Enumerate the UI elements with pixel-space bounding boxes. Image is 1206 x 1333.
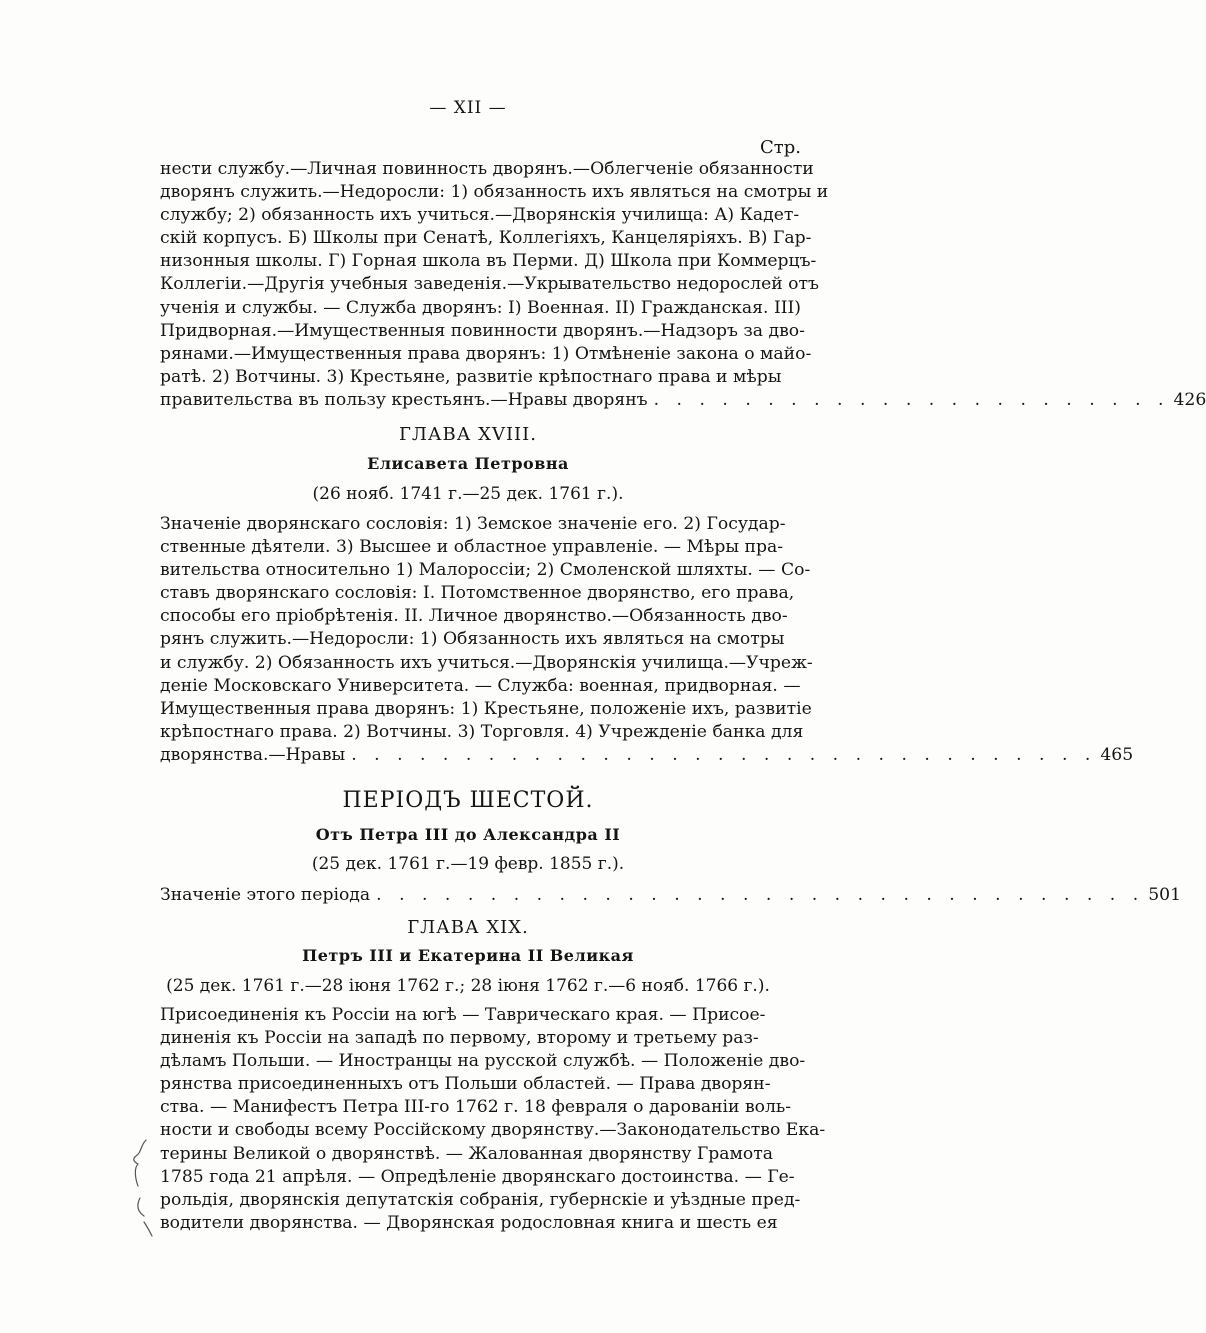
text-line: Коллегіи.—Другія учебныя заведенія.—Укрывательство недорослей отъ bbox=[160, 274, 819, 295]
page-ref: 465 bbox=[1100, 744, 1134, 765]
text-line: рянъ служить.—Недоросли: 1) Обязанность ихъ являться на смотры bbox=[160, 629, 785, 650]
toc-entry-chapter19 bbox=[160, 1004, 826, 1235]
text-line: ства. — Манифестъ Петра III-го 1762 г. 18 февраля о дарованіи воль- bbox=[160, 1097, 792, 1118]
text-line: ратѣ. 2) Вотчины. 3) Крестьяне, развитіе крѣпостнаго права и мѣры bbox=[160, 366, 782, 387]
text-line: и службу. 2) Обязанность ихъ учиться.—Дворянскія училища.—Учреж- bbox=[160, 652, 813, 673]
text-line: ставъ дворянскаго сословія: I. Потомственное дворянство, его права, bbox=[160, 583, 795, 604]
text-line: правительства въ пользу крестьянъ.—Нравы дворянъ bbox=[160, 389, 648, 410]
text-line: Имущественныя права дворянъ: 1) Крестьяне, положеніе ихъ, развитіе bbox=[160, 698, 812, 719]
dot-leader: . . . . . . . . . . . . . . . . . . . . . . . bbox=[653, 389, 1170, 410]
text-line: Значеніе этого періода bbox=[160, 885, 371, 905]
text-line: дворянства.—Нравы bbox=[160, 744, 346, 765]
text-line: ности и свободы всему Россійскому дворянству.—Законодательство Ека- bbox=[160, 1120, 826, 1141]
text-line: способы его пріобрѣтенія. II. Личное дворянство.—Обязанность дво- bbox=[160, 606, 788, 627]
text-line: Придворная.—Имущественныя повинности дворянъ.—Надзоръ за дво- bbox=[160, 320, 805, 341]
chapter-title: ГЛАВА XVIII. bbox=[398, 424, 538, 445]
toc-entry-period bbox=[160, 884, 1182, 907]
text-line: дѣламъ Польши. — Иностранцы на русской службѣ. — Положеніе дво- bbox=[160, 1051, 806, 1072]
page-column-label: Стр. bbox=[760, 137, 801, 158]
text-line: дворянъ служить.—Недоросли: 1) обязанность ихъ являться на смотры и bbox=[160, 182, 829, 203]
chapter-title: ГЛАВА XIX. bbox=[407, 917, 529, 938]
toc-entry-last-line bbox=[160, 389, 1206, 412]
toc-entry-chapter18 bbox=[160, 513, 1134, 767]
text-line: рянства присоединенныхъ отъ Польши областей. — Права дворян- bbox=[160, 1074, 771, 1095]
text-line: вительства относительно 1) Малороссіи; 2) Смоленской шляхты. — Со- bbox=[160, 560, 811, 581]
toc-entry-last-line bbox=[160, 744, 1134, 767]
text-line: деніе Московскаго Университета. — Служба: военная, придворная. — bbox=[160, 675, 801, 696]
chapter-dates: (25 дек. 1761 г.—28 іюня 1762 г.; 28 іюня 1762 г.—6 нояб. 1766 г.). bbox=[166, 976, 770, 996]
period-subtitle: Отъ Петра III до Александра II bbox=[315, 825, 621, 844]
text-line: рольдія, дворянскія депутатскія собранія, губернскіе и уѣздные пред- bbox=[160, 1189, 801, 1210]
dot-leader: . . . . . . . . . . . . . . . . . . . . . . . . . . . . . . . . . bbox=[351, 744, 1097, 765]
text-line: службу; 2) обязанность ихъ учиться.—Дворянскія училища: А) Кадет- bbox=[160, 205, 800, 226]
text-line: рянами.—Имущественныя права дворянъ: 1) Отмѣненіе закона о майо- bbox=[160, 343, 812, 364]
chapter-dates: (26 нояб. 1741 г.—25 дек. 1761 г.). bbox=[312, 484, 624, 504]
text-line: нести службу.—Личная повинность дворянъ.—Облегченіе обязанности bbox=[160, 159, 814, 179]
dot-leader: . . . . . . . . . . . . . . . . . . . . . . . . . . . . . . . . . . bbox=[376, 885, 1145, 905]
text-line: ственные дѣятели. 3) Высшее и областное управленіе. — Мѣры пра- bbox=[160, 537, 784, 558]
text-line: Значеніе дворянскаго сословія: 1) Земское значеніе его. 2) Государ- bbox=[160, 514, 786, 534]
period-dates: (25 дек. 1761 г.—19 февр. 1855 г.). bbox=[311, 854, 625, 874]
text-line: низонныя школы. Г) Горная школа въ Перми. Д) Школа при Коммерцъ- bbox=[160, 251, 817, 272]
text-line: терины Великой о дворянствѣ. — Жалованная дворянству Грамота bbox=[160, 1143, 774, 1164]
page-number: — XII — bbox=[429, 98, 507, 118]
toc-entry-last-line bbox=[160, 884, 1182, 907]
period-title: ПЕРІОДЪ ШЕСТОЙ. bbox=[342, 788, 594, 813]
chapter-ruler: Петръ III и Екатерина II Великая bbox=[302, 946, 634, 965]
text-line: ученія и службы. — Служба дворянъ: I) Военная. II) Гражданская. III) bbox=[160, 297, 802, 318]
text-line: водители дворянства. — Дворянская родословная книга и шесть ея bbox=[160, 1212, 778, 1233]
chapter-ruler: Елисавета Петровна bbox=[367, 454, 569, 473]
toc-entry-continuation bbox=[160, 158, 1206, 412]
text-line: 1785 года 21 апрѣля. — Опредѣленіе дворянскаго достоинства. — Ге- bbox=[160, 1166, 795, 1187]
text-line: Присоединенія къ Россіи на югѣ — Таврическаго края. — Присое- bbox=[160, 1005, 766, 1025]
page-ref: 501 bbox=[1148, 885, 1182, 905]
text-line: диненія къ Россіи на западѣ по первому, второму и третьему раз- bbox=[160, 1028, 759, 1049]
text-line: крѣпостнаго права. 2) Вотчины. 3) Торговля. 4) Учрежденіе банка для bbox=[160, 721, 804, 742]
margin-bracket-mark bbox=[126, 1138, 156, 1238]
text-line: скій корпусъ. Б) Школы при Сенатѣ, Коллегіяхъ, Канцеляріяхъ. В) Гар- bbox=[160, 228, 812, 249]
page-ref: 426 bbox=[1173, 389, 1206, 410]
